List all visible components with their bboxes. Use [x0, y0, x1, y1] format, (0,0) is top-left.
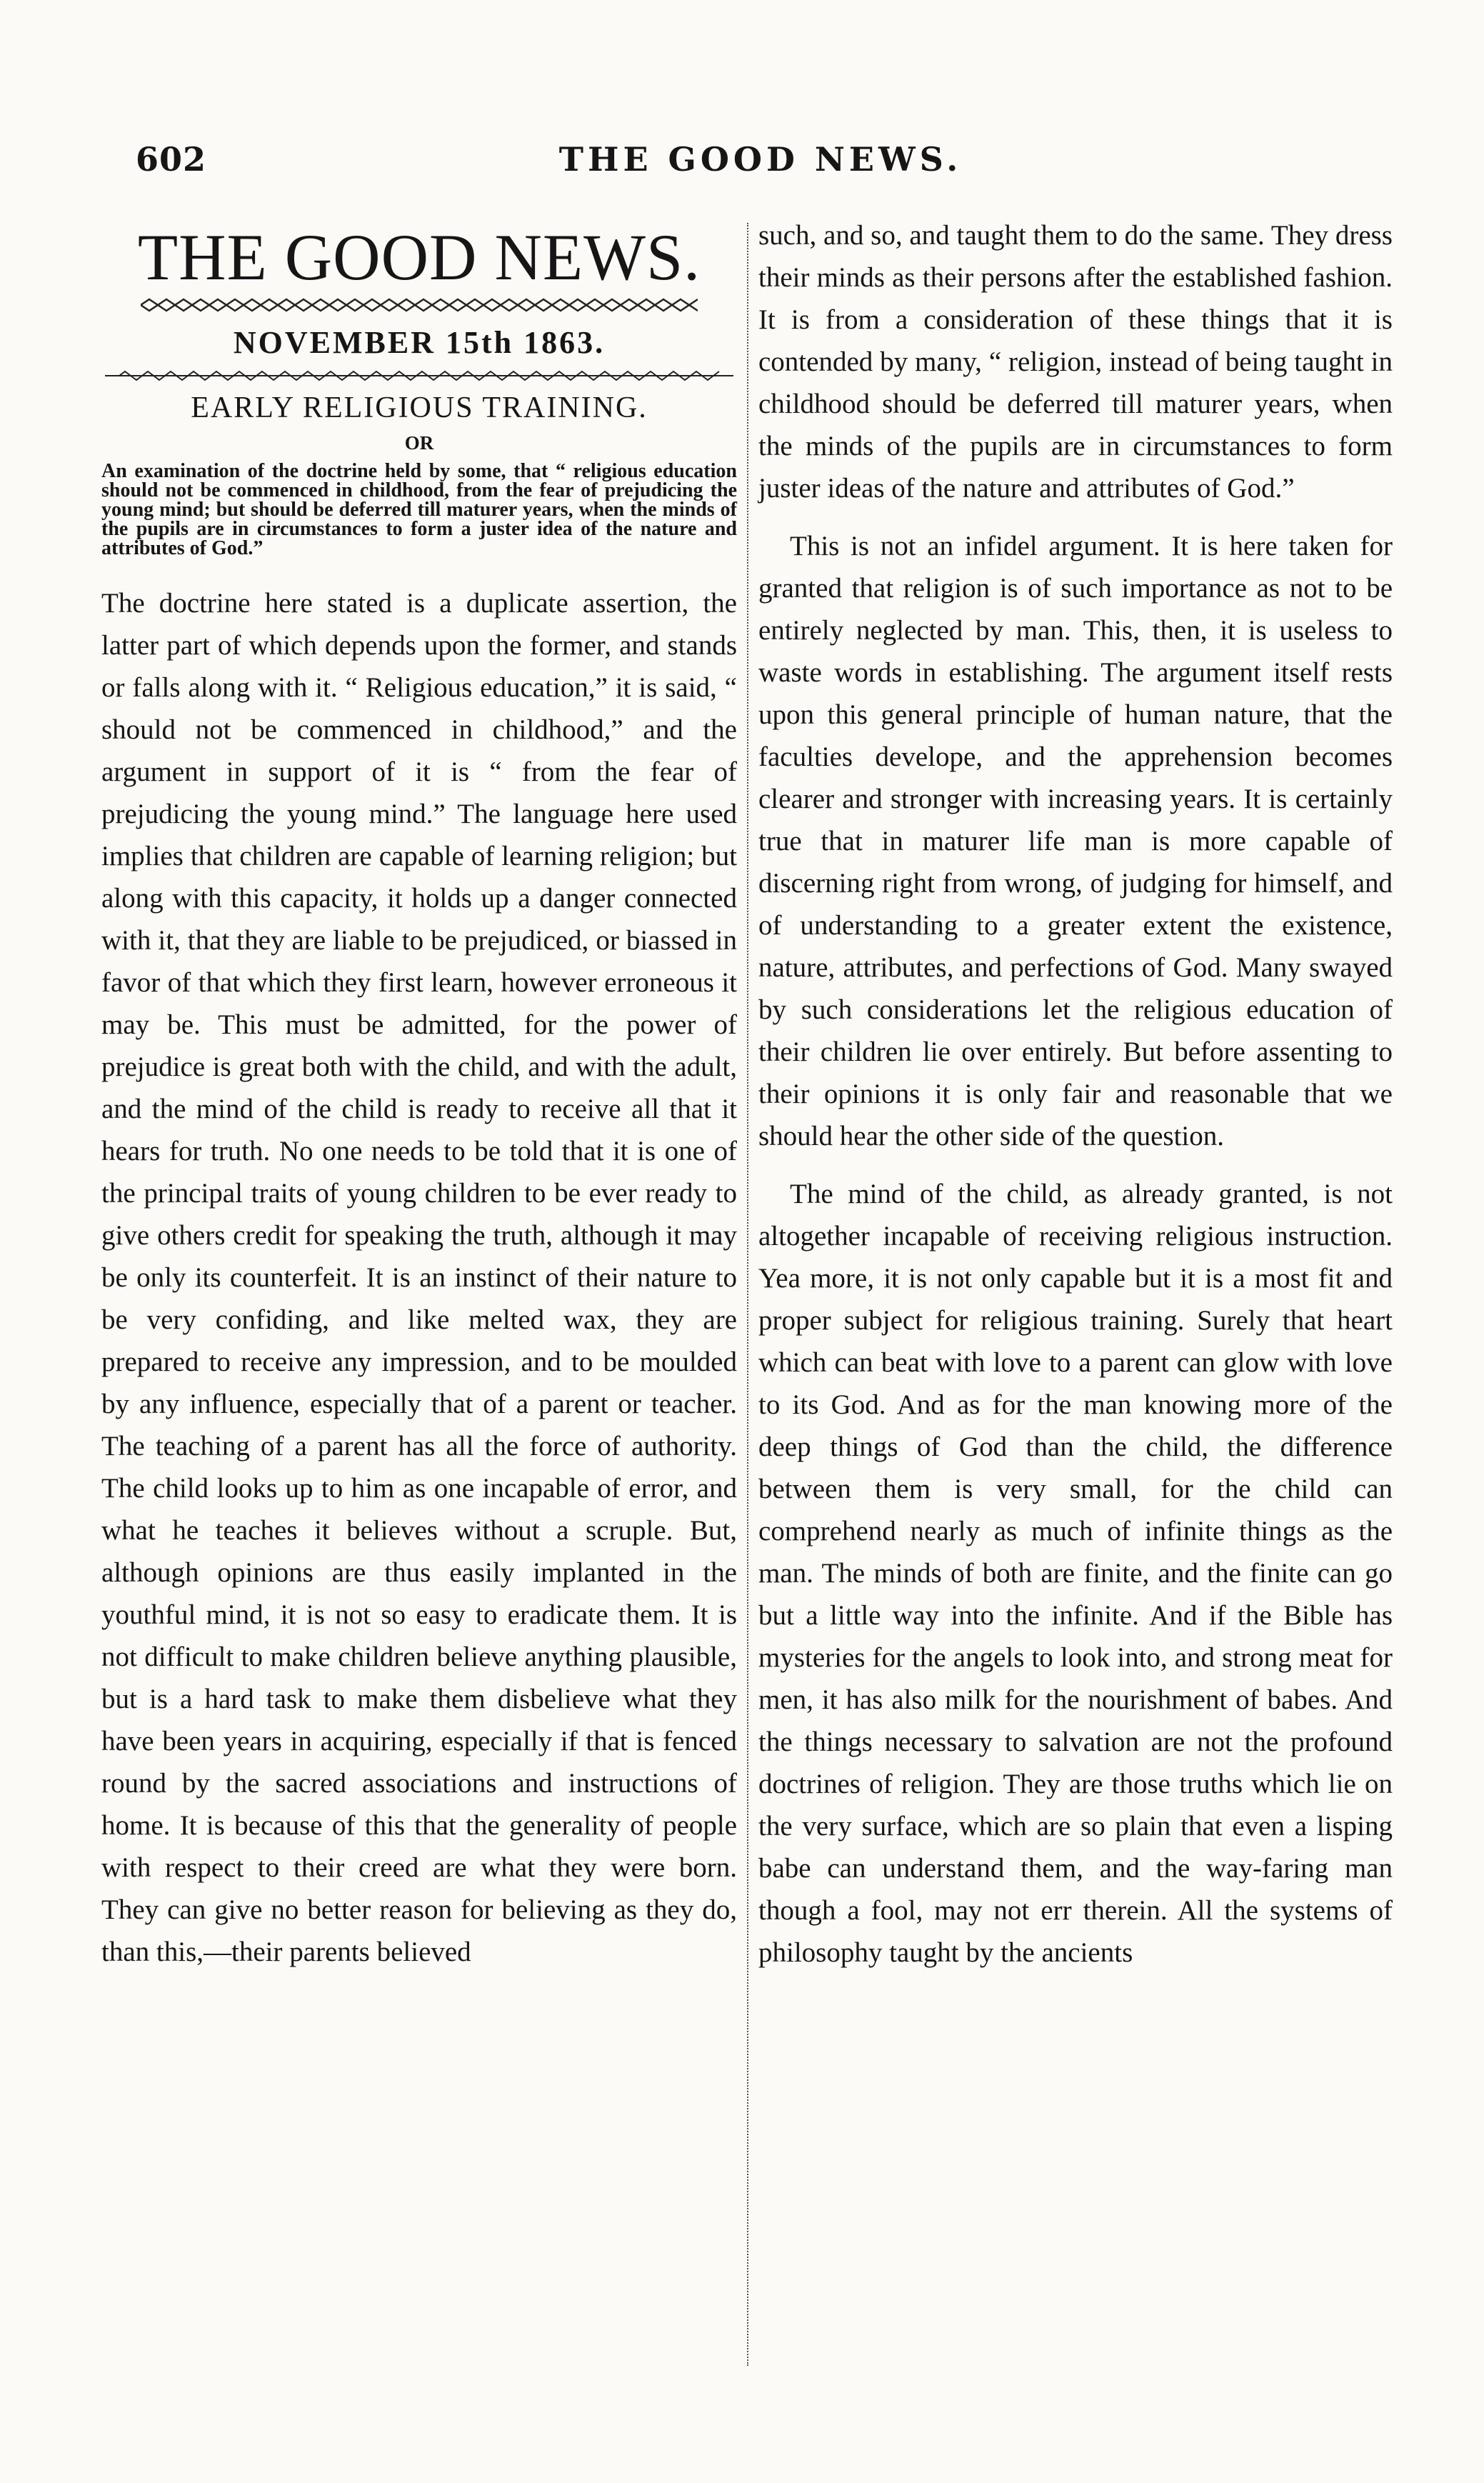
article-title: EARLY RELIGIOUS TRAINING. — [191, 391, 648, 424]
paragraph: The doctrine here stated is a duplicate assertion, the latter part of which depends upon the former, and stands or falls along with it. “ Religious education,” it is said, “ should not be commenced in childhood,” and the argument in support of it is “ from the fear of prejudicing the young mind.” The language here used implies that children are capable of learning religion; but along with this capacity, it holds up a danger connected with it, that they are liable to be prejudiced, or biassed in favor of that which they first learn, however erroneous it may be. This must be admitted, for the power of prejudice is great both with the child, and with the adult, and the mind of the child is ready to receive all that it hears for truth. No one needs to be told that it is one of the principal traits of young children to be ever ready to give others credit for speaking the truth, although it may be only its counterfeit. It is an instinct of their nature to be very confiding, and like melted wax, they are prepared to receive any impression, and to be moulded by any influence, especially that of a parent or teacher. The teaching of a parent has all the force of authority. The child looks up to him as one incapable of error, and what he teaches it believes without a scruple. But, although opinions are thus easily implanted in the youthful mind, it is not so easy to eradicate them. It is not difficult to make children believe anything plausible, but is a hard task to make them disbelieve what they have been years in acquiring, especially if that is fenced round by the sacred associations and instructions of home. It is because of this that the generality of people with respect to their creed are what they were born. They can give no better reason for believing as they do, than this,—their parents believed — [101, 588, 737, 1967]
paragraph: such, and so, and taught them to do the same. They dress their minds as their persons after the established fashion. It is from a consideration of these things that it is contended by many, “ religion, instead of being taught in childhood should be deferred till maturer years, when the minds of the pupils are in circumstances to form juster ideas of the nature and attributes of God.” — [758, 220, 1393, 504]
date-ornament-rule — [105, 370, 733, 381]
running-header — [136, 140, 1385, 190]
article-subtitle: An examination of the doctrine held by some, that “ religious education should not be commenced in childhood, from the fear of prejudicing the young mind; but should be deferred till maturer years, when the minds of the pupils are in circumstances to form a juster idea of the nature and attributes of God.” — [101, 460, 737, 559]
paragraph: The mind of the child, as already granted, is not altogether incapable of receiving religious instruction. Yea more, it is not only capable but it is a most fit and proper subject for religious training. Surely that heart which can beat with love to a parent can glow with love to its God. And as for the man knowing more of the deep things of God than the child, the difference between them is very small, for the child can comprehend nearly as much of infinite things as the man. The minds of both are finite, and the finite can go but a little way into the infinite. And if the Bible has mysteries for the angels to look into, and strong meat for men, it has also milk for the nourishment of babes. And the things necessary to salvation are not the profound doctrines of religion. They are those truths which lie on the very surface, which are so plain that even a lisping babe can understand them, and the way-faring man though a fool, may not err therein. All the systems of philosophy taught by the ancients — [758, 1179, 1393, 1968]
article-or: OR — [404, 432, 434, 454]
issue-date: NOVEMBER 15th 1863. — [233, 325, 606, 360]
running-title: THE GOOD NEWS. — [558, 140, 963, 179]
left-column — [101, 214, 737, 1973]
right-column — [758, 214, 1393, 1974]
paragraph: This is not an infidel argument. It is here taken for granted that religion is of such importance as not to be entirely neglected by man. This, then, it is useless to waste words in establishing. The argument itself rests upon this general principle of human nature, that the faculties develope, and the apprehension becomes clearer and stronger with increasing years. It is certainly true that in maturer life man is more capable of discerning right from wrong, of judging for himself, and of understanding to a greater extent the existence, nature, attributes, and perfections of God. Many swayed by such considerations let the religious education of their children lie over entirely. But before assenting to their opinions it is only fair and reasonable that we should hear the other side of the question. — [758, 531, 1393, 1151]
masthead-ornament-rule — [141, 297, 698, 313]
masthead-title: THE GOOD NEWS. — [137, 221, 701, 294]
column-divider — [747, 223, 748, 2366]
page-number: 602 — [136, 140, 207, 179]
